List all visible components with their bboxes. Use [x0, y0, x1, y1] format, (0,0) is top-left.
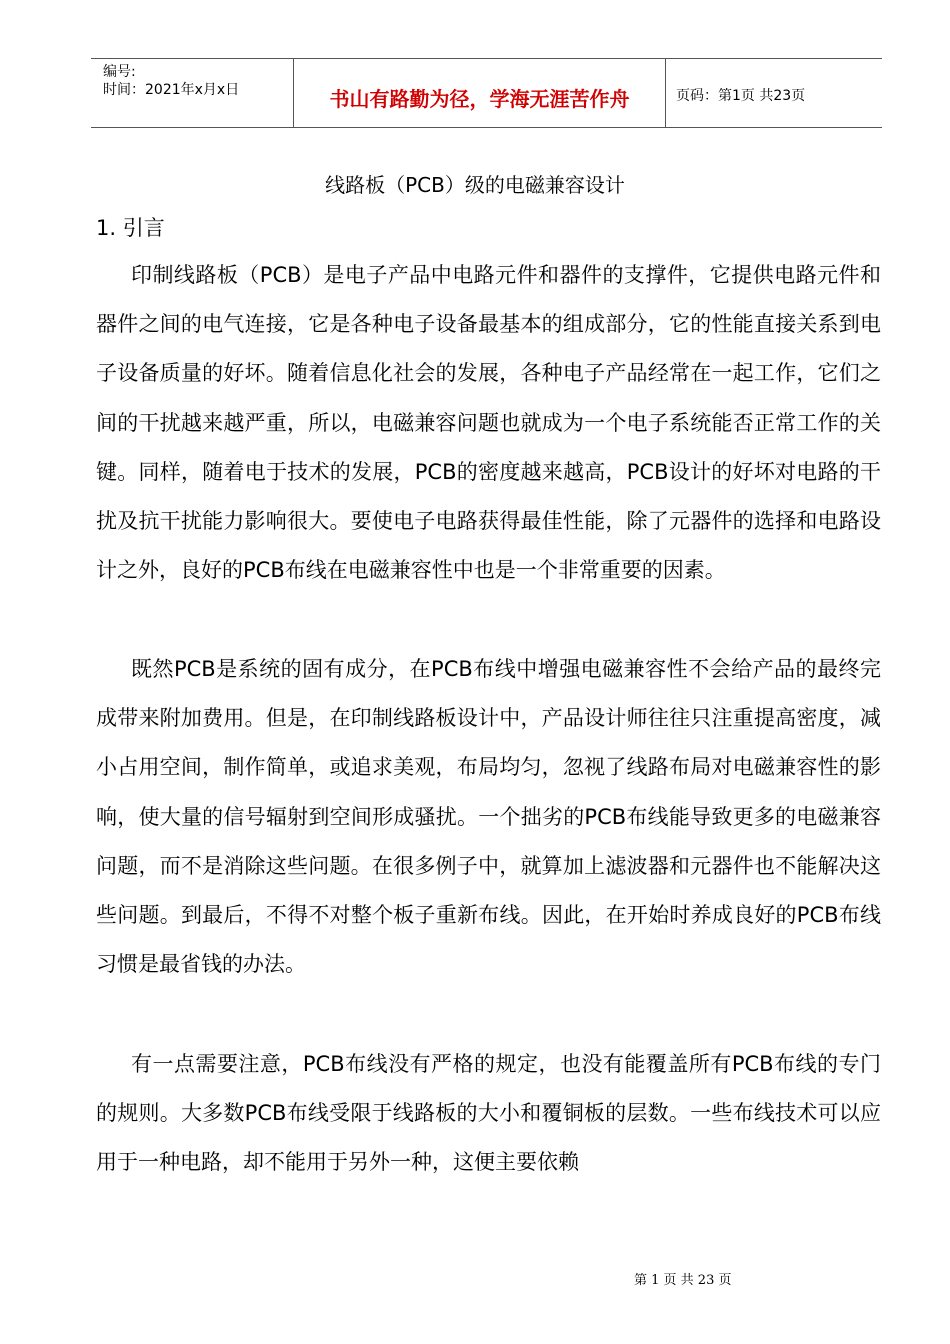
header-motto-cell — [293, 59, 666, 127]
document-number-label: 编号: — [103, 64, 136, 80]
paragraph-3: 有一点需要注意，PCB布线没有严格的规定，也没有能覆盖所有PCB布线的专门的规则。大多数PCB布线受限于线路板的大小和覆铜板的层数。一些布线技术可以应用于一种电路，却不能用于另外一种，这便主要依赖 — [96, 1052, 881, 1175]
footer-page-number: 第 1 页 共 23 页 — [634, 1273, 732, 1288]
page-header — [91, 58, 882, 128]
section-heading-introduction: 1. 引言 — [96, 216, 165, 240]
header-page-info: 页码：第1页 共23页 — [676, 88, 806, 104]
document-time-label: 时间：2021年x月x日 — [103, 82, 240, 98]
paragraph-1: 印制线路板（PCB）是电子产品中电路元件和器件的支撑件，它提供电路元件和器件之间的电气连接，它是各种电子设备最基本的组成部分，它的性能直接关系到电子设备质量的好坏。随着信息化社会的发展，各种电子产品经常在一起工作，它们之间的干扰越来越严重，所以，电磁兼容问题也就成为一个电子系统能否正常工作的关键。同样，随着电于技术的发展，PCB的密度越来越高，PCB设计的好坏对电路的干扰及抗干扰能力影响很大。要使电子电路获得最佳性能，除了元器件的选择和电路设计之外，良好的PCB布线在电磁兼容性中也是一个非常重要的因素。 — [96, 263, 881, 583]
document-title: 线路板（PCB）级的电磁兼容设计 — [325, 173, 625, 197]
header-page-cell — [666, 59, 882, 127]
paragraph-2: 既然PCB是系统的固有成分，在PCB布线中增强电磁兼容性不会给产品的最终完成带来附加费用。但是，在印制线路板设计中，产品设计师往往只注重提高密度，减小占用空间，制作简单，或追求美观，布局均匀，忽视了线路布局对电磁兼容性的影响，使大量的信号辐射到空间形成骚扰。一个拙劣的PCB布线能导致更多的电磁兼容问题，而不是消除这些问题。在很多例子中，就算加上滤波器和元器件也不能解决这些问题。到最后，不得不对整个板子重新布线。因此，在开始时养成良好的PCB布线习惯是最省钱的办法。 — [96, 657, 881, 977]
header-left-cell — [91, 59, 293, 127]
header-motto: 书山有路勤为径，学海无涯苦作舟 — [329, 87, 630, 111]
